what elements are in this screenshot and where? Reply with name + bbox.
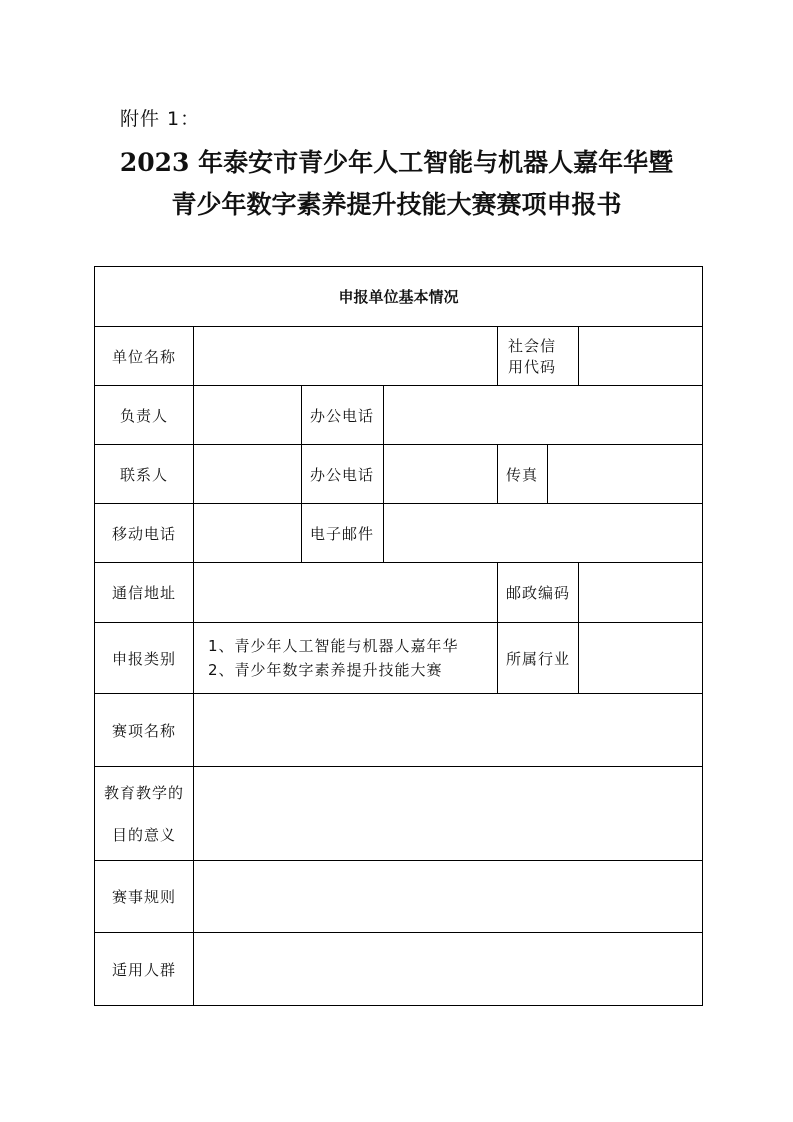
mobile-label: 移动电话 — [95, 504, 194, 563]
attachment-label: 附件 1： — [120, 108, 201, 130]
office-phone-field[interactable] — [384, 386, 703, 445]
rules-label: 赛事规则 — [95, 861, 194, 933]
postcode-field[interactable] — [579, 563, 703, 623]
category-option-1[interactable]: 1、青少年人工智能与机器人嘉年华 — [208, 637, 459, 655]
document-title-line1: 2023 年泰安市青少年人工智能与机器人嘉年华暨 — [119, 148, 674, 177]
credit-code-field[interactable] — [579, 327, 703, 386]
application-form-table — [94, 266, 703, 1006]
purpose-label-line2: 目的意义 — [111, 825, 176, 844]
email-field[interactable] — [384, 504, 703, 563]
category-label: 申报类别 — [95, 623, 194, 694]
credit-code-label: 社会信用代码 — [498, 327, 579, 386]
category-option-2[interactable]: 2、青少年数字素养提升技能大赛 — [208, 661, 443, 679]
document-title-line2: 青少年数字素养提升技能大赛赛项申报书 — [171, 190, 622, 219]
office-phone-label: 办公电话 — [302, 386, 384, 445]
fax-field[interactable] — [548, 445, 703, 504]
unit-name-label: 单位名称 — [95, 327, 194, 386]
postcode-label: 邮政编码 — [498, 563, 579, 623]
rules-field[interactable] — [194, 861, 703, 933]
person-in-charge-label: 负责人 — [95, 386, 194, 445]
category-options[interactable] — [194, 623, 498, 694]
industry-label: 所属行业 — [498, 623, 579, 694]
section-title: 申报单位基本情况 — [95, 267, 703, 327]
unit-name-field[interactable] — [194, 327, 498, 386]
contact-label: 联系人 — [95, 445, 194, 504]
purpose-label — [95, 767, 194, 861]
audience-label: 适用人群 — [95, 933, 194, 1006]
office-phone-field-2[interactable] — [384, 445, 498, 504]
purpose-label-line1: 教育教学的 — [103, 783, 184, 802]
event-name-label: 赛项名称 — [95, 694, 194, 767]
event-name-field[interactable] — [194, 694, 703, 767]
address-field[interactable] — [194, 563, 498, 623]
email-label: 电子邮件 — [302, 504, 384, 563]
office-phone-label-2: 办公电话 — [302, 445, 384, 504]
audience-field[interactable] — [194, 933, 703, 1006]
purpose-field[interactable] — [194, 767, 703, 861]
industry-field[interactable] — [579, 623, 703, 694]
contact-field[interactable] — [194, 445, 302, 504]
mobile-field[interactable] — [194, 504, 302, 563]
address-label: 通信地址 — [95, 563, 194, 623]
fax-label: 传真 — [498, 445, 548, 504]
person-in-charge-field[interactable] — [194, 386, 302, 445]
